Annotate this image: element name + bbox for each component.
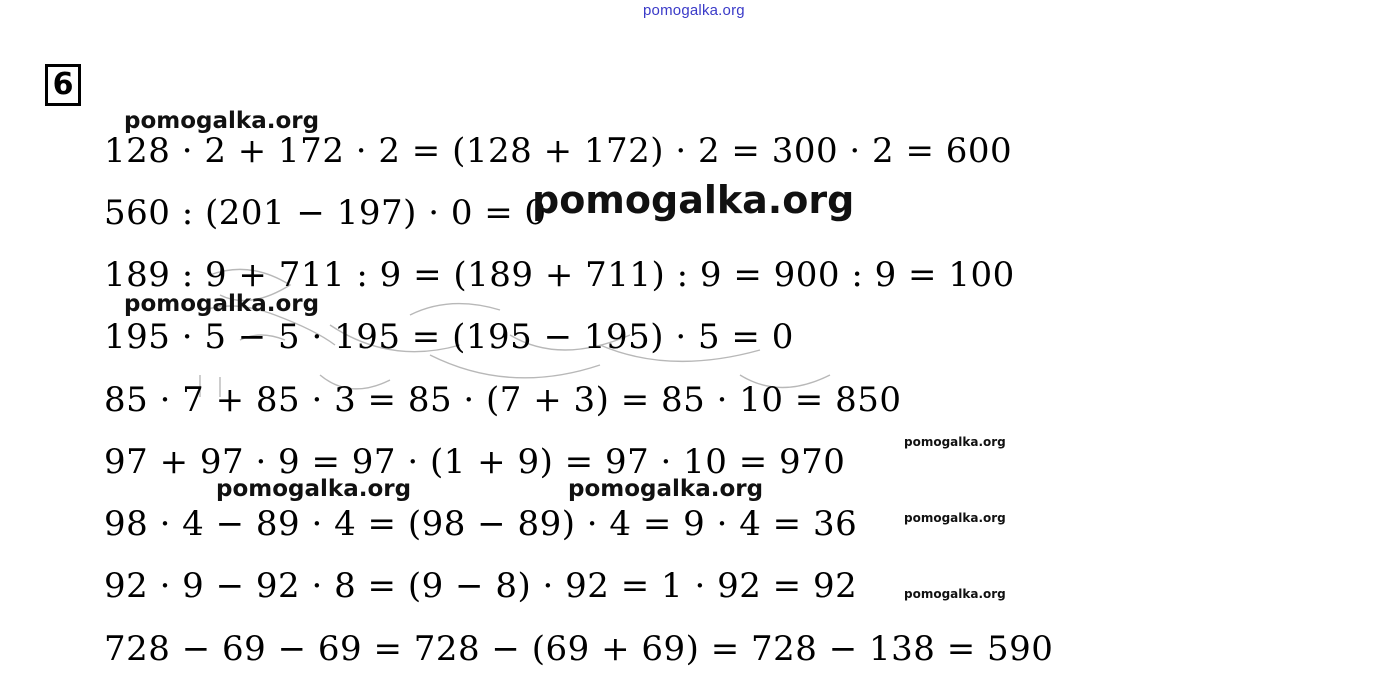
equation-2: 560 : (201 − 197) · 0 = 0 [104, 193, 547, 233]
watermark: pomogalka.org [216, 476, 412, 502]
watermark: pomogalka.org [568, 476, 764, 502]
equation-3: 189 : 9 + 711 : 9 = (189 + 711) : 9 = 900 : 9 = 100 [104, 255, 1015, 295]
equation-1: 128 · 2 + 172 · 2 = (128 + 172) · 2 = 300 · 2 = 600 [104, 131, 1013, 171]
task-number: 6 [52, 67, 74, 102]
equation-8: 92 · 9 − 92 · 8 = (9 − 8) · 92 = 1 · 92 = 92 [104, 566, 858, 606]
watermark: pomogalka.org [904, 435, 1006, 449]
equation-7: 98 · 4 − 89 · 4 = (98 − 89) · 4 = 9 · 4 = 36 [104, 504, 858, 544]
site-link[interactable]: pomogalka.org [643, 2, 745, 19]
equation-5: 85 · 7 + 85 · 3 = 85 · (7 + 3) = 85 · 10 = 850 [104, 380, 902, 420]
task-number-box [45, 64, 81, 106]
equation-4: 195 · 5 − 5 · 195 = (195 − 195) · 5 = 0 [104, 317, 794, 357]
watermark: pomogalka.org [124, 291, 320, 317]
equation-9: 728 − 69 − 69 = 728 − (69 + 69) = 728 − 138 = 590 [104, 629, 1054, 669]
equation-6: 97 + 97 · 9 = 97 · (1 + 9) = 97 · 10 = 970 [104, 442, 846, 482]
watermark: pomogalka.org [532, 178, 855, 222]
watermark: pomogalka.org [904, 587, 1006, 601]
watermark: pomogalka.org [904, 511, 1006, 525]
watermark: pomogalka.org [124, 108, 320, 134]
